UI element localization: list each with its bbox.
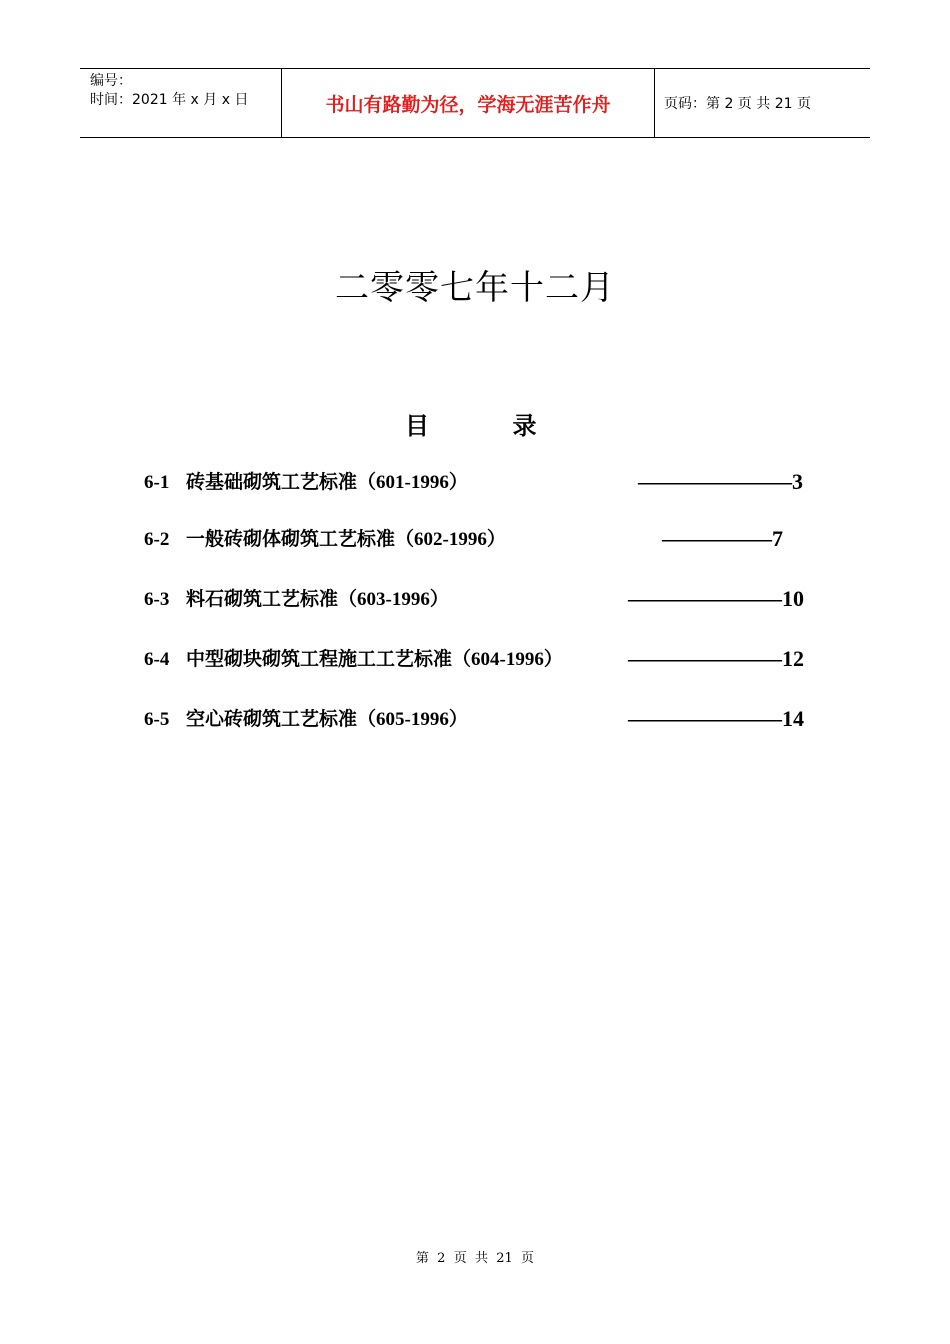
- toc-item-text: 空心砖砌筑工艺标准（605-1996）: [186, 709, 468, 730]
- toc-item-leader: [628, 584, 804, 614]
- toc-item[interactable]: [144, 705, 468, 735]
- toc-item-page: 7: [772, 526, 783, 551]
- toc-item-page: 10: [782, 586, 804, 611]
- toc-item-number: 6-3: [144, 589, 170, 610]
- header-motto: 书山有路勤为径，学海无涯苦作舟: [282, 69, 655, 137]
- toc-item-number: 6-5: [144, 709, 170, 730]
- toc-item-leader: [662, 524, 783, 554]
- page-header: [80, 68, 870, 138]
- toc-item-number: 6-2: [144, 529, 170, 550]
- toc-item-text: 料石砌筑工艺标准（603-1996）: [186, 589, 449, 610]
- toc-leader-dash: ———————: [628, 706, 782, 731]
- header-page-info: 页码：第 2 页 共 21 页: [664, 96, 811, 112]
- number-label: 编号：: [90, 73, 132, 89]
- toc-item-text: 一般砖砌体砌筑工艺标准（602-1996）: [186, 529, 506, 550]
- toc-item[interactable]: [144, 645, 563, 675]
- toc-item-text: 中型砌块砌筑工程施工工艺标准（604-1996）: [186, 649, 563, 670]
- toc-item-page: 14: [782, 706, 804, 731]
- toc-item[interactable]: [144, 468, 468, 498]
- document-date-title: 二零零七年十二月: [335, 268, 615, 308]
- date-label: 时间：2021 年 x 月 x 日: [90, 92, 249, 108]
- toc-item-leader: [628, 704, 804, 734]
- toc-item-leader: [628, 644, 804, 674]
- toc-item-page: 3: [792, 469, 803, 494]
- toc-leader-dash: ———————: [628, 586, 782, 611]
- toc-item-text: 砖基础砌筑工艺标准（601-1996）: [186, 472, 468, 493]
- toc-item[interactable]: [144, 585, 449, 615]
- toc-leader-dash: ———————: [638, 469, 792, 494]
- toc-item-number: 6-1: [144, 472, 170, 493]
- toc-item[interactable]: [144, 525, 506, 555]
- toc-title: 目 录: [405, 411, 537, 440]
- toc-item-number: 6-4: [144, 649, 170, 670]
- toc-item-page: 12: [782, 646, 804, 671]
- toc-leader-dash: —————: [662, 526, 772, 551]
- header-left-cell: [80, 69, 282, 137]
- toc-item-leader: [638, 467, 803, 497]
- toc-leader-dash: ———————: [628, 646, 782, 671]
- page-footer: 第 2 页 共 21 页: [415, 1251, 535, 1266]
